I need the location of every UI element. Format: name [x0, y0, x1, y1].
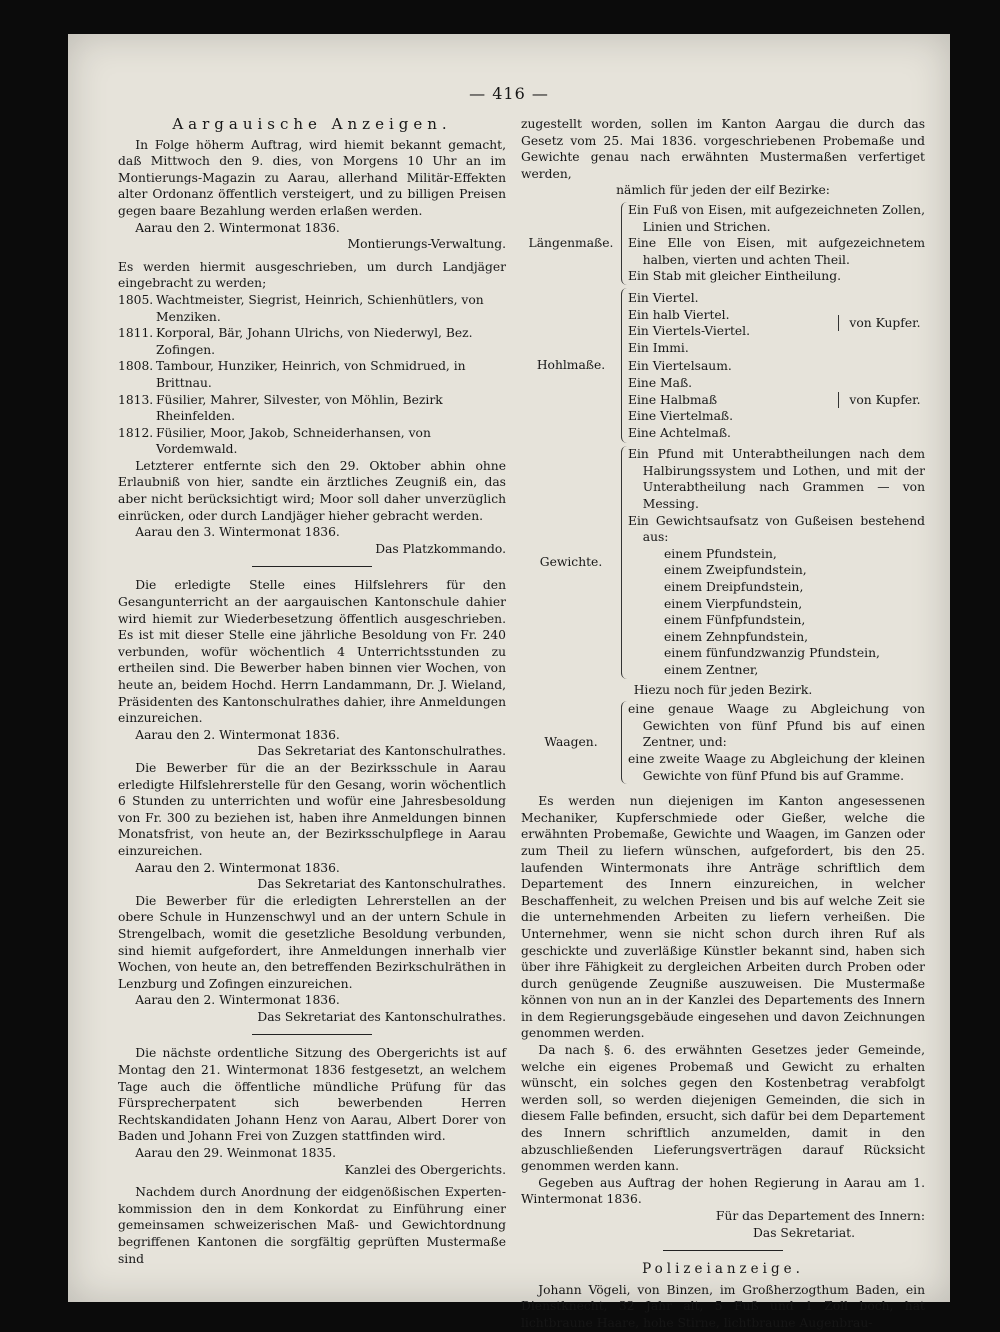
list-item: einem Vierpfundstein,	[664, 596, 803, 611]
list-item: einem Dreipfundstein,	[664, 580, 804, 595]
notice-date: Aarau den 2. Wintermonat 1836.	[135, 860, 340, 875]
list-item: Ein Viertelsaum.	[628, 359, 732, 374]
notice-municipalities: Da nach §. 6. des erwähnten Gesetzes jeder Gemeinde, welche ein eigenes Probemaß und Gewicht zu erhalten wünscht, ein solches gegen den Kostenbetrag verabfolgt werden soll, so werden diejenigen Gemeinden, die sich in diesem Falle befinden, ersucht, sich dafür bei dem Departement des Innern schriftlich anzumelden, damit in den abzuschließenden Lieferungsverträgen darauf Rücksicht genommen werden kann.	[521, 1043, 925, 1174]
notice-wanted-intro: Es werden hiermit ausgeschrieben, um durch Landjäger eingebracht zu werden;	[118, 259, 506, 291]
notice-wanted-note: Letzterer entfernte sich den 29. Oktober abhin ohne Erlaubniß von hier, sandte ein ärztliches Zeugniß ein, das aber nicht berücksichtigt wird; Moor soll daher unverzüglich einrücken, oder durch Landjäger hieher gebracht werden.	[118, 458, 506, 523]
notice-signature: Das Sekretariat des Kantonschulrathes.	[257, 877, 506, 892]
notice-signature: Für das Departement des Innern:	[715, 1209, 925, 1223]
notice-date: Aarau den 2. Wintermonat 1836.	[135, 727, 340, 742]
notice-date: Aarau den 29. Weinmonat 1835.	[135, 1146, 337, 1161]
notice-teacher-posts: Die Bewerber für die erledigten Lehrerstellen an der obere Schule in Hunzenschwyl und an der untern Schule in Strengelbach, womit die gesetzliche Besoldung verbunden, sind hiemit aufgefordert, ihre Anmeldungen innerhalb vier Wochen, von heute an, den betreffenden Bezirkschulräthen in Lenzburg und Zofingen einzureichen.	[118, 893, 506, 991]
section-heading: Polizeianzeige.	[642, 1261, 804, 1278]
notice-signature: Das Sekretariat des Kantonschulrathes.	[257, 744, 506, 759]
list-item: Ein Gewichtsaufsatz von Gußeisen bestehend aus:	[628, 513, 925, 545]
notice-signature: Das Platzkommando.	[375, 541, 506, 556]
districts-line: nämlich für jeden der eilf Bezirke:	[616, 183, 830, 198]
right-column	[521, 116, 925, 1332]
group-label: Längenmaße.	[528, 236, 614, 251]
notice-signature: Das Sekretariat des Kantonschulrathes.	[257, 1009, 506, 1024]
notice-signature: Montierungs-Verwaltung.	[347, 237, 506, 252]
additional-line: Hiezu noch für jeden Bezirk.	[633, 682, 813, 697]
divider	[252, 566, 372, 567]
list-item: Ein Viertels-Viertel.	[628, 324, 751, 339]
group-hollow-measures	[521, 288, 925, 443]
notice-signature: Das Sekretariat.	[753, 1225, 855, 1240]
group-scales	[521, 701, 925, 784]
notice-given: Gegeben aus Auftrag der hohen Regierung in Aarau am 1. Wintermonat 1836.	[521, 1175, 925, 1207]
wanted-entry: 1812. Füsilier, Moor, Jakob, Schneiderhansen, von Vordemwald.	[118, 425, 431, 457]
group-weights	[521, 446, 925, 678]
list-item: einem fünfundzwanzig Pfundstein,	[664, 646, 880, 661]
notice-measures-intro: Nachdem durch Anordnung der eidgenößischen Experten-kommission den in dem Konkordat zu Einführung einer gemeinsamen schweizerischen Maß- und Gewichtordnung begriffenen Kantonen die sorgfältig geprüften Mustermaße sind	[118, 1185, 506, 1266]
wanted-entry: 1805. Wachtmeister, Siegrist, Heinrich, Schienhütlers, von Menziken.	[118, 292, 484, 324]
list-item: Ein halb Viertel.	[628, 307, 730, 322]
wanted-list	[118, 292, 506, 458]
list-item: eine zweite Waage zu Abgleichung der kleinen Gewichte von fünf Pfund bis auf Gramme.	[628, 751, 925, 783]
notice-date: Aarau den 2. Wintermonat 1836.	[135, 220, 340, 235]
notice-signature: Kanzlei des Obergerichts.	[344, 1162, 506, 1177]
wanted-entry: 1811. Korporal, Bär, Johann Ulrichs, von Niederwyl, Bez. Zofingen.	[118, 326, 473, 357]
list-item: Eine Achtelmaß.	[628, 425, 731, 440]
list-item: Eine Maß.	[628, 375, 693, 390]
section-heading: Aargauische Anzeigen.	[172, 115, 452, 133]
divider	[252, 1034, 372, 1035]
list-item: Eine Elle von Eisen, mit aufgezeichnetem halben, vierten und achten Theil.	[628, 236, 925, 267]
list-item: einem Fünfpfundstein,	[664, 613, 806, 628]
material-label: von Kupfer.	[838, 315, 925, 332]
list-item: Eine Halbmaß	[628, 392, 718, 407]
list-item: Ein Stab mit gleicher Eintheilung.	[628, 269, 841, 284]
notice-auction: In Folge höherm Auftrag, wird hiemit bekannt gemacht, daß Mittwoch den 9. dies, von Morgens 10 Uhr an im Montierungs-Magazin zu Aarau, allerhand Militär-Effekten alter Ordonanz öffentlich versteigert, und zu billigen Preisen gegen baare Bezahlung werden erlaßen werden.	[118, 137, 506, 218]
notice-date: Aarau den 3. Wintermonat 1836.	[135, 525, 340, 540]
notice-police: Johann Vögeli, von Binzen, im Großherzogthum Baden, ein Dienstknecht, 32 Jahr alt, 5 Fuß und 1 Zoll boch, hat lichtbraune Haare, hohe Stirne, lichtbraune Augenbrau-	[521, 1282, 925, 1330]
divider	[663, 1250, 783, 1251]
material-label: von Kupfer.	[838, 392, 925, 409]
list-item: einem Pfundstein,	[664, 546, 777, 561]
notice-date: Aarau den 2. Wintermonat 1836.	[135, 993, 340, 1008]
list-item: Ein Pfund mit Unterabtheilungen nach dem Halbirungssystem und Lothen, und mit der Unterabtheilung nach Grammen — von Messing.	[628, 447, 925, 512]
list-item: Ein Fuß von Eisen, mit aufgezeichneten Zollen, Linien und Strichen.	[628, 202, 925, 234]
notice-measures-cont: zugestellt worden, sollen im Kanton Aargau die durch das Gesetz vom 25. Mai 1836. vorgeschriebenen Probemaße und Gewichte genau nach erwähnten Mustermaßen verfertiget werden,	[521, 117, 925, 181]
left-column	[118, 116, 506, 1267]
notice-teacher-vacancy: Die erledigte Stelle eines Hilfslehrers für den Gesangunterricht an der aargauischen Kantonschule dahier wird hiemit zur Wiederbesetzung öffentlich ausgeschrieben. Es ist mit dieser Stelle eine jährliche Besoldung von Fr. 240 verbunden, wofür wöchentlich 4 Unterrichtsstunden zu ertheilen sind. Die Bewerber haben binnen vier Wochen, von heute an, beidem Hochd. Herrn Landammann, Dr. J. Wieland, Präsidenten des Kantonschulrathes dahier, ihre Anmeldungen einzureichen.	[118, 578, 506, 726]
wanted-entry: 1808. Tambour, Hunziker, Heinrich, von Schmidrued, in Brittnau.	[118, 359, 466, 390]
list-item: einem Zentner,	[664, 663, 759, 677]
group-length-measures	[521, 202, 925, 285]
list-item: Eine Viertelmaß.	[628, 409, 734, 424]
group-label: Waagen.	[544, 735, 598, 750]
notice-craftsmen: Es werden nun diejenigen im Kanton angesessenen Mechaniker, Kupferschmiede oder Gießer, welche die erwähnten Probemaße, Gewichte und Waagen, im Ganzen oder zum Theil zu liefern wünschen, aufgefordert, bis den 25. laufenden Wintermonats ihre Anträge schriftlich dem Departement des Innern einzureichen, in welcher Beschaffenheit, zu welchen Preisen und bis auf welche Zeit sie die unternehmenden Arbeiten zu liefern verheißen. Die Unternehmer, wenn sie nicht schon durch ihren Ruf als geschickte und zuverläßige Künstler bekannt sind, haben sich über ihre Fähigkeit zu dergleichen Arbeiten durch Proben oder durch genügende Zeugniße auszuweisen. Die Mustermaße können von nun an in der Kanzlei des Departements des Innern in dem Regierungsgebäude eingesehen und davon Zeichnungen genommen werden.	[521, 794, 925, 1041]
list-item: einem Zweipfundstein,	[664, 563, 807, 578]
notice-high-court: Die nächste ordentliche Sitzung des Obergerichts ist auf Montag den 21. Wintermonat 1836 festgesetzt, an welchem Tage auch die öffentliche mündliche Prüfung für das Fürsprecherpatent sich bewerbenden Herren Rechtskandidaten Johann Henz von Aarau, Albert Dorer von Baden und Johann Frei von Zuzgen stattfinden wird.	[118, 1046, 506, 1144]
wanted-entry: 1813. Füsilier, Mahrer, Silvester, von Möhlin, Bezirk Rheinfelden.	[118, 392, 443, 424]
list-item: eine genaue Waage zu Abgleichung von Gewichten von fünf Pfund bis auf einen Zentner, und:	[628, 702, 925, 750]
list-item: Ein Immi.	[628, 340, 689, 355]
list-item: einem Zehnpfundstein,	[664, 629, 809, 644]
newspaper-page	[68, 34, 950, 1330]
group-label: Gewichte.	[539, 555, 603, 570]
group-label: Hohlmaße.	[536, 358, 606, 373]
notice-district-school: Die Bewerber für die an der Bezirksschule in Aarau erledigte Hilfslehrerstelle für den Gesang, worin wöchentlich 6 Stunden zu unterrichten und wofür eine Jahresbesoldung von Fr. 300 zu beziehen ist, haben ihre Anmeldungen binnen Monatsfrist, von heute an, der Bezirksschulpflege in Aarau einzureichen.	[118, 760, 506, 858]
list-item: Ein Viertel.	[628, 290, 699, 305]
page-number: — 416 —	[469, 84, 549, 103]
